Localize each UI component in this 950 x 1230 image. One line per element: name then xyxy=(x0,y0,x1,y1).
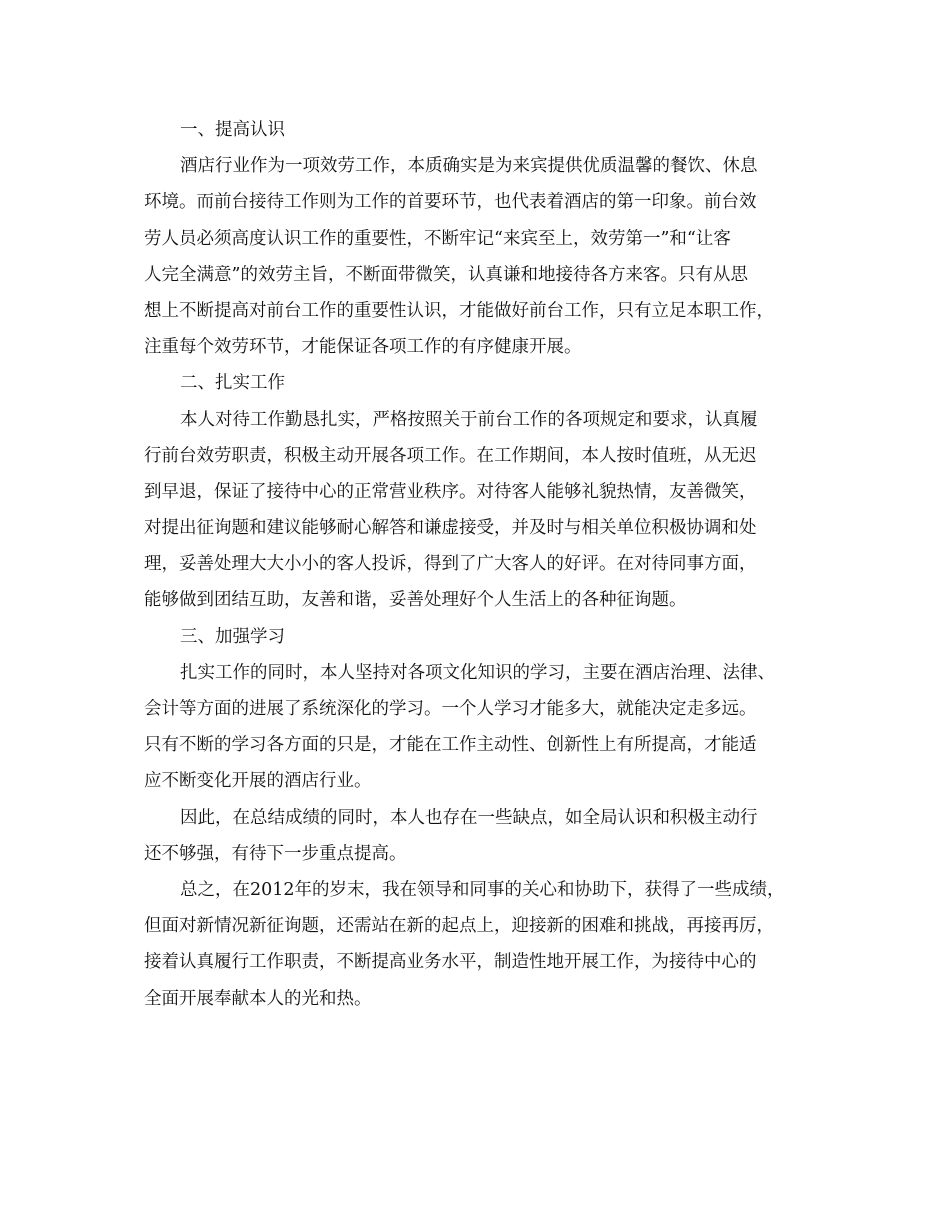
paragraph-line: 到早退，保证了接待中心的正常营业秩序。对待客人能够礼貌热情，友善微笑， xyxy=(144,481,757,502)
paragraph-line: 本人对待工作勤恳扎实，严格按照关于前台工作的各项规定和要求，认真履 xyxy=(180,409,758,430)
document-body xyxy=(144,112,804,1017)
paragraph-line: 扎实工作的同时，本人坚持对各项文化知识的学习，主要在酒店治理、法律、 xyxy=(180,662,775,683)
paragraph-line: 劳人员必须高度认识工作的重要性，不断牢记“来宾至上，效劳第一”和“让客 xyxy=(144,228,731,249)
paragraph-line: 理，妥善处理大大小小的客人投诉，得到了广大客人的好评。在对待同事方面， xyxy=(144,554,757,575)
paragraph-line: 环境。而前台接待工作则为工作的首要环节，也代表着酒店的第一印象。前台效 xyxy=(144,192,757,213)
paragraph-line: 因此，在总结成绩的同时，本人也存在一些缺点，如全局认识和积极主动行 xyxy=(180,807,758,828)
paragraph-line: 但面对新情况新征询题，还需站在新的起点上，迎接新的困难和挑战，再接再厉， xyxy=(144,916,774,937)
paragraph-line: 酒店行业作为一项效劳工作，本质确实是为来宾提供优质温馨的餐饮、休息 xyxy=(180,156,758,177)
paragraph-line: 应不断变化开展的酒店行业。 xyxy=(144,771,372,792)
paragraph-line: 行前台效劳职责，积极主动开展各项工作。在工作期间，本人按时值班，从无迟 xyxy=(144,445,757,466)
section-heading: 一、提高认识 xyxy=(180,120,285,140)
paragraph-line: 全面开展奉献本人的光和热。 xyxy=(144,988,372,1009)
paragraph-line: 人完全满意”的效劳主旨，不断面带微笑，认真谦和地接待各方来客。只有从思 xyxy=(144,264,748,285)
paragraph-line: 会计等方面的进展了系统深化的学习。一个人学习才能多大，就能决定走多远。 xyxy=(144,699,757,719)
paragraph-line: 只有不断的学习各方面的只是，才能在工作主动性、创新性上有所提高，才能适 xyxy=(144,735,757,756)
paragraph-line: 总之，在2012年的岁末，我在领导和同事的关心和协助下，获得了一些成绩， xyxy=(180,879,785,900)
paragraph-line: 想上不断提高对前台工作的重要性认识，才能做好前台工作，只有立足本职工作， xyxy=(144,300,774,321)
section-heading: 三、加强学习 xyxy=(180,626,285,647)
paragraph-line: 接着认真履行工作职责，不断提高业务水平，制造性地开展工作，为接待中心的 xyxy=(144,952,757,973)
paragraph-line: 能够做到团结互助，友善和谐，妥善处理好个人生活上的各种征询题。 xyxy=(144,590,687,611)
paragraph-line: 还不够强，有待下一步重点提高。 xyxy=(144,843,407,864)
section-heading: 二、扎实工作 xyxy=(180,373,285,394)
paragraph-line: 对提出征询题和建议能够耐心解答和谦虚接受，并及时与相关单位积极协调和处 xyxy=(144,518,757,539)
paragraph-line: 注重每个效劳环节，才能保证各项工作的有序健康开展。 xyxy=(144,337,582,358)
